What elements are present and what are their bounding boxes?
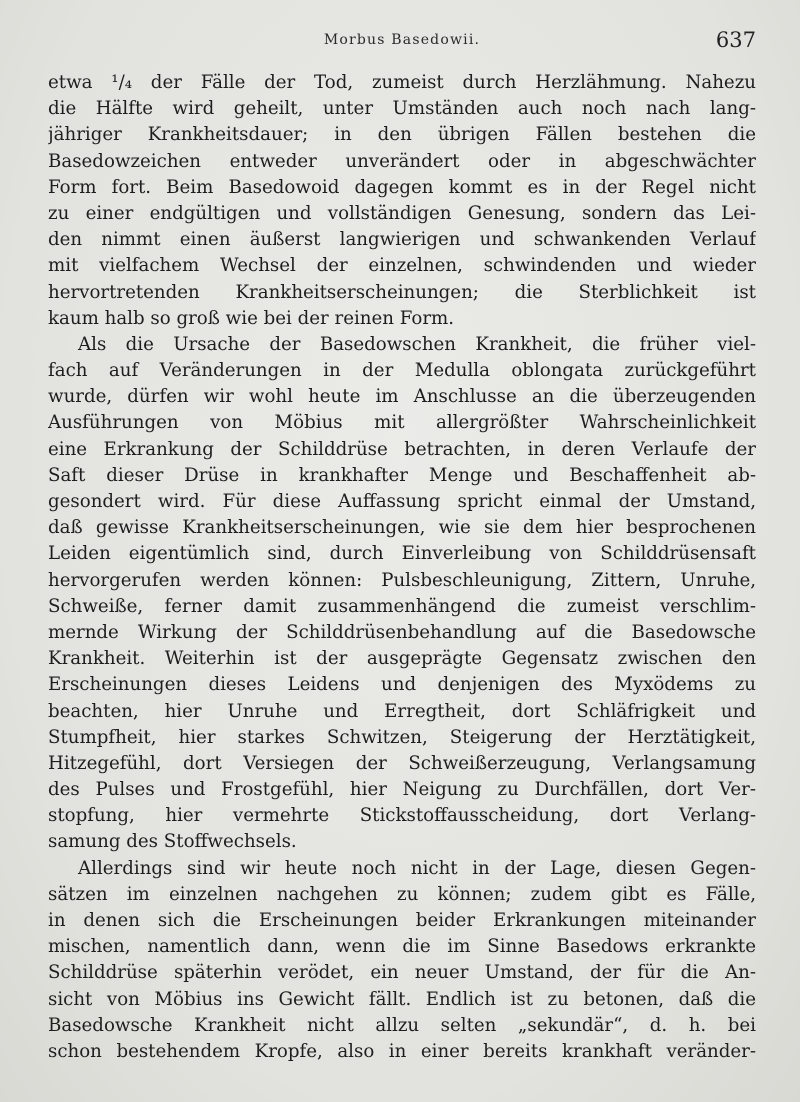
text-line: Hitzegefühl, dort Versiegen der Schweißerzeugung, Verlangsamung xyxy=(48,752,756,774)
text-line: daß gewisse Krankheitserscheinungen, wie sie dem hier besprochenen xyxy=(48,517,756,539)
text-line: Form fort. Beim Basedowoid dagegen kommt es in der Regel nicht xyxy=(48,176,756,198)
text-line: die Hälfte wird geheilt, unter Umständen auch noch nach lang- xyxy=(48,98,756,120)
text-line: schon bestehendem Kropfe, also in einer bereits krankhaft veränder- xyxy=(48,1040,756,1062)
running-title: Morbus Basedowii. xyxy=(323,32,481,48)
text-line: mit vielfachem Wechsel der einzelnen, schwindenden und wieder xyxy=(48,255,756,277)
text-line: den nimmt einen äußerst langwierigen und schwankenden Verlauf xyxy=(48,229,756,251)
text-line: Schilddrüse späterhin verödet, ein neuer Umstand, der für die An- xyxy=(48,962,756,984)
text-line: wurde, dürfen wir wohl heute im Anschlusse an die überzeugenden xyxy=(48,386,756,408)
text-line: Stumpfheit, hier starkes Schwitzen, Steigerung der Herztätigkeit, xyxy=(48,726,756,748)
text-line: zu einer endgültigen und vollständigen Genesung, sondern das Lei- xyxy=(48,202,756,224)
text-line: kaum halb so groß wie bei der reinen Form. xyxy=(48,307,455,329)
text-line: Erscheinungen dieses Leidens und denjenigen des Myxödems zu xyxy=(48,674,756,696)
text-line: Basedowzeichen entweder unverändert oder in abgeschwächter xyxy=(48,150,756,172)
text-line: jähriger Krankheitsdauer; in den übrigen Fällen bestehen die xyxy=(48,124,756,146)
text-line: hervortretenden Krankheitserscheinungen; die Sterblichkeit ist xyxy=(48,281,756,303)
text-line: Leiden eigentümlich sind, durch Einverleibung von Schilddrüsensaft xyxy=(48,543,756,565)
text-line: sätzen im einzelnen nachgehen zu können; zudem gibt es Fälle, xyxy=(48,883,756,905)
text-line: fach auf Veränderungen in der Medulla oblongata zurückgeführt xyxy=(48,360,756,382)
text-line: Ausführungen von Möbius mit allergrößter Wahrscheinlichkeit xyxy=(48,412,756,434)
page-header xyxy=(48,28,756,56)
text-line: mischen, namentlich dann, wenn die im Sinne Basedows erkrankte xyxy=(48,936,756,958)
text-line: beachten, hier Unruhe und Erregtheit, dort Schläfrigkeit und xyxy=(48,700,756,722)
body-text xyxy=(48,70,756,1065)
text-line: Saft dieser Drüse in krankhafter Menge und Beschaffenheit ab- xyxy=(48,464,756,486)
paragraph xyxy=(48,332,756,856)
text-line: gesondert wird. Für diese Auffassung spricht einmal der Umstand, xyxy=(48,491,756,512)
text-line: Schweiße, ferner damit zusammenhängend die zumeist verschlim- xyxy=(48,595,756,617)
text-line: in denen sich die Erscheinungen beider Erkrankungen miteinander xyxy=(48,910,756,931)
text-line: des Pulses und Frostgefühl, hier Neigung zu Durchfällen, dort Ver- xyxy=(48,779,756,801)
text-line: mernde Wirkung der Schilddrüsenbehandlung auf die Basedowsche xyxy=(48,621,756,643)
text-line: Als die Ursache der Basedowschen Krankheit, die früher viel- xyxy=(78,333,756,355)
text-line: Allerdings sind wir heute noch nicht in der Lage, diesen Gegen- xyxy=(78,857,756,879)
page-number: 637 xyxy=(715,28,756,52)
paragraph xyxy=(48,856,756,1066)
text-line: samung des Stoffwechsels. xyxy=(48,831,297,853)
paragraph xyxy=(48,70,756,332)
text-line: etwa ¹/₄ der Fälle der Tod, zumeist durch Herzlähmung. Nahezu xyxy=(48,72,756,93)
text-line: hervorgerufen werden können: Pulsbeschleunigung, Zittern, Unruhe, xyxy=(48,569,756,591)
text-line: stopfung, hier vermehrte Stickstoffausscheidung, dort Verlang- xyxy=(48,805,756,827)
text-line: sicht von Möbius ins Gewicht fällt. Endlich ist zu betonen, daß die xyxy=(48,988,756,1010)
text-line: eine Erkrankung der Schilddrüse betrachten, in deren Verlaufe der xyxy=(48,438,756,460)
text-line: Basedowsche Krankheit nicht allzu selten „sekundär“, d. h. bei xyxy=(48,1014,756,1036)
text-line: Krankheit. Weiterhin ist der ausgeprägte Gegensatz zwischen den xyxy=(48,648,756,670)
